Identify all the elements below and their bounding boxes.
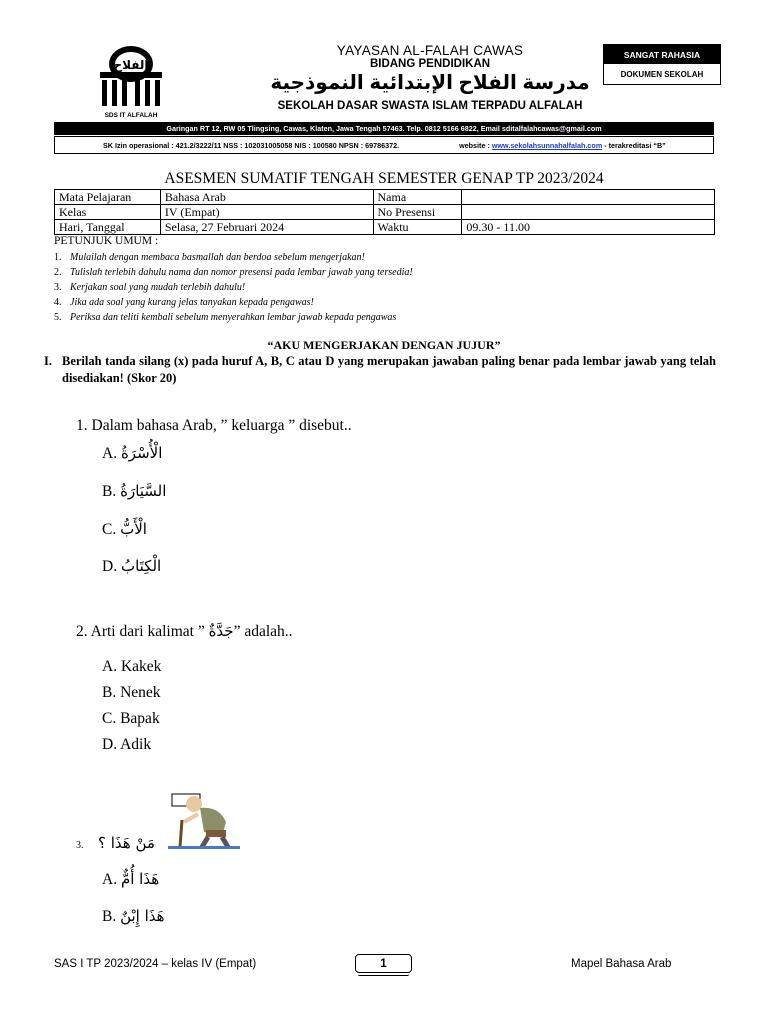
question-2 [76, 622, 293, 641]
item-number: 3. [54, 282, 62, 293]
table-cell: Selasa, 27 Februari 2024 [160, 220, 373, 235]
section-number: I. [44, 354, 52, 368]
address-bar: Garingan RT 12, RW 05 Tlingsing, Cawas, Klaten, Jawa Tengah 57463. Telp. 0812 5166 6822, Email sditalfalahcawas@gmail.com [54, 122, 714, 135]
option-text: Adik [120, 736, 152, 753]
question-1: 1. Dalam bahasa Arab, ” keluarga ” disebut.. [76, 417, 352, 434]
item-text: Mulailah dengan membaca basmallah dan berdoa sebelum mengerjakan! [70, 252, 365, 263]
q2-option-b[interactable] [102, 684, 161, 702]
option-letter: A. [102, 445, 118, 462]
option-letter: B. [102, 684, 117, 701]
license-info: SK Izin operasional : 421.2/3222/11 NSS : 102031005058 NIS : 100580 NPSN : 69786372. [103, 140, 400, 150]
question-3-number: 3. [76, 840, 84, 851]
confidential-badge: SANGAT RAHASIA [603, 44, 721, 66]
option-arabic: هَذَا إِبْنٌ [120, 907, 165, 925]
instructions-heading: PETUNJUK UMUM : [54, 235, 159, 247]
name-field[interactable] [462, 190, 715, 205]
svg-text:الفلاح: الفلاح [113, 58, 149, 72]
list-item [54, 250, 714, 265]
q1-option-d[interactable] [102, 557, 161, 576]
exam-title: ASESMEN SUMATIF TENGAH SEMESTER GENAP TP 2023/2024 [164, 170, 604, 187]
website-link[interactable]: www.sekolahsunnahalfalah.com [491, 140, 603, 150]
yayasan-name: YAYASAN AL-FALAH CAWAS [336, 43, 524, 58]
section-text: Berilah tanda silang (x) pada huruf A, B, C atau D yang merupakan jawaban paling benar pada lembar jawab yang telah disediakan! (Skor 20) [62, 354, 716, 385]
item-text: Tulislah terlebih dahulu nama dan nomor presensi pada lembar jawab yang tersedia! [70, 267, 413, 278]
option-arabic: هَذَا أُمٌّ [120, 870, 160, 888]
list-item [54, 310, 714, 325]
honesty-motto: “AKU MENGERJAKAN DENGAN JUJUR” [267, 338, 501, 352]
grandfather-illustration [164, 792, 244, 850]
list-item [54, 265, 714, 280]
item-number: 4. [54, 297, 62, 308]
school-name-arabic: مدرسة الفلاح الإبتدائية النموذجية [270, 72, 590, 94]
table-row [55, 190, 715, 205]
school-logo [98, 42, 164, 120]
option-text: Bapak [120, 710, 160, 727]
item-number: 2. [54, 267, 62, 278]
q2-option-c[interactable] [102, 710, 160, 728]
option-letter: C. [102, 521, 117, 538]
footer-subject: Mapel Bahasa Arab [571, 958, 672, 970]
document-badge: DOKUMEN SEKOLAH [603, 64, 721, 85]
footer-exam-info: SAS I TP 2023/2024 – kelas IV (Empat) [54, 958, 257, 970]
school-name: SEKOLAH DASAR SWASTA ISLAM TERPADU ALFALAH [277, 100, 583, 112]
option-letter: D. [102, 558, 118, 575]
q1-option-a[interactable] [102, 444, 162, 463]
accreditation: - terakreditasi “B” [602, 140, 666, 150]
table-cell: Waktu [373, 220, 462, 235]
instructions-list [54, 250, 714, 325]
table-cell: Nama [373, 190, 462, 205]
item-number: 1. [54, 252, 62, 263]
option-letter: B. [102, 908, 117, 925]
table-cell: IV (Empat) [160, 205, 373, 220]
table-cell: 09.30 - 11.00 [462, 220, 715, 235]
option-letter: B. [102, 483, 117, 500]
q3-option-a[interactable] [102, 870, 159, 889]
list-item [54, 295, 714, 310]
list-item [54, 280, 714, 295]
table-row [55, 220, 715, 235]
option-arabic: السَّيَارَةُ [120, 482, 167, 500]
option-letter: A. [102, 658, 118, 675]
website-label: website : [459, 140, 492, 150]
table-cell: Mata Pelajaran [55, 190, 161, 205]
page-number: 1 [355, 954, 412, 973]
option-letter: D. [102, 736, 118, 753]
item-number: 5. [54, 312, 62, 323]
q1-option-b[interactable] [102, 482, 166, 501]
option-arabic: الْكِتَابُ [120, 557, 162, 575]
option-letter: A. [102, 871, 118, 888]
website-info [459, 141, 666, 150]
table-cell: Hari, Tanggal [55, 220, 161, 235]
option-text: Kakek [120, 658, 162, 675]
table-cell: No Presensi [373, 205, 462, 220]
question-word-arabic: جَدَّةٌ [208, 622, 234, 640]
presensi-field[interactable] [462, 205, 715, 220]
question-prefix: 2. Arti dari kalimat ” [76, 623, 209, 640]
question-3: مَنْ هَذَا ؟ [98, 834, 155, 852]
table-cell: Bahasa Arab [160, 190, 373, 205]
bidang-name: BIDANG PENDIDIKAN [369, 58, 491, 70]
q1-option-c[interactable] [102, 520, 147, 539]
table-cell: Kelas [55, 205, 161, 220]
item-text: Periksa dan teliti kembali sebelum menyerahkan lembar jawab kepada pengawas [70, 312, 397, 323]
student-info-table [54, 189, 715, 235]
q2-option-a[interactable] [102, 658, 161, 676]
logo-caption: SDS IT ALFALAH [104, 112, 158, 119]
section-instruction [44, 353, 716, 387]
question-suffix: ” adalah.. [233, 623, 293, 640]
option-text: Nenek [120, 684, 161, 701]
item-text: Jika ada soal yang kurang jelas tanyakan kepada pengawas! [70, 297, 314, 308]
option-arabic: الْأَبُّ [120, 520, 147, 538]
license-bar [54, 136, 714, 154]
option-letter: C. [102, 710, 117, 727]
table-row [55, 205, 715, 220]
q2-option-d[interactable] [102, 736, 151, 754]
item-text: Kerjakan soal yang mudah terlebih dahulu! [70, 282, 246, 293]
q3-option-b[interactable] [102, 907, 165, 926]
option-arabic: الْأُسْرَةُ [120, 444, 163, 462]
